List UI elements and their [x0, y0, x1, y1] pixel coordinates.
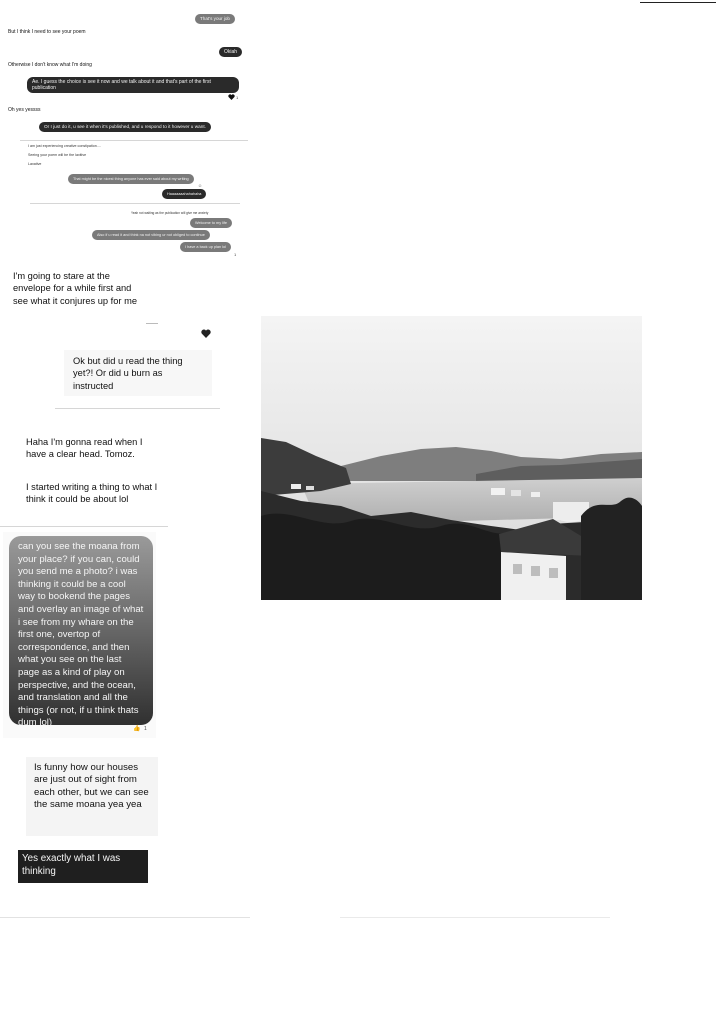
chat-bubble: Or I just do it, u see it when it's published, and u respond to it however u want. — [39, 122, 211, 132]
thumbs-up-icon: 👍 — [133, 726, 141, 732]
message-haha: Haha I'm gonna read when I have a clear head. Tomoz. — [26, 437, 143, 460]
scrap-edge — [20, 140, 248, 141]
chat-text: I am just experiencing creative constipation.... — [28, 144, 101, 148]
message-stare: I'm going to stare at the envelope for a while first and see what it conjures up for me — [13, 271, 138, 306]
harbour-photo-art — [261, 316, 642, 600]
harbour-photo — [261, 316, 642, 600]
scrap-edge — [640, 2, 716, 3]
message-funny: Is funny how our houses are just out of sight from each other, but we can see the same moana yea yea — [34, 762, 149, 811]
chat-bubble: That's your job — [195, 14, 235, 24]
scrap-edge — [0, 917, 250, 918]
chat-bubble: I have a back up plan lol — [180, 242, 231, 252]
chat-bubble: Okiah — [219, 47, 242, 57]
reaction-count: 1 — [234, 252, 237, 257]
scrap-edge — [0, 526, 168, 527]
chat-bubble: Haaaaaaahahahaha — [162, 189, 206, 199]
chat-text: Laxative — [28, 162, 42, 166]
message-started: I started writing a thing to what I think it could be about lol — [26, 482, 158, 505]
chat-bubble: That might be the nicest thing anyone has ever said about my writing — [68, 174, 194, 184]
message-moana: can you see the moana from your place? if you can, could you send me a photo? i was thinking it could be a cool way to bookend the pages and overlay an image of what i see from my whare on the first one, overtop of correspondence, and then what you see on the last page as a kind of play on perspective, and the ocean, and translation and all the things (or not, if u think thats dum lol) — [9, 536, 153, 725]
chat-strip — [0, 0, 250, 262]
chat-bubble: Also if u read it and think na not vibing ur not obliged to continue — [92, 230, 210, 240]
chat-text: But I think I need to see your poem — [8, 29, 86, 35]
chat-text: Otherwise I don't know what I'm doing — [8, 62, 92, 68]
scrap-edge — [30, 203, 240, 204]
chat-bubble: Welcome to my life — [190, 218, 232, 228]
chat-bubble: Ae. I guess the choice is see it now and we talk about it and that's part of the first publication — [27, 77, 239, 93]
scrap-edge — [146, 323, 158, 324]
chat-text: Oh yes yessss — [8, 107, 41, 113]
scrap-edge — [55, 408, 220, 409]
reaction-count: 1 — [236, 95, 239, 100]
reaction-count: ☺ — [198, 183, 203, 188]
message-yes-exactly: Yes exactly what I was thinking — [18, 850, 148, 883]
heart-icon — [228, 94, 235, 100]
reaction-count: 1 — [144, 726, 147, 732]
chat-text: Yeah not waiting as the publication will give me anxiety — [131, 211, 209, 215]
heart-icon — [201, 329, 211, 338]
message-did-read: Ok but did u read the thing yet?! Or did u burn as instructed — [73, 356, 183, 391]
scrap-edge — [340, 917, 610, 918]
chat-text: Seeing your poem will be the laxitive — [28, 153, 87, 157]
